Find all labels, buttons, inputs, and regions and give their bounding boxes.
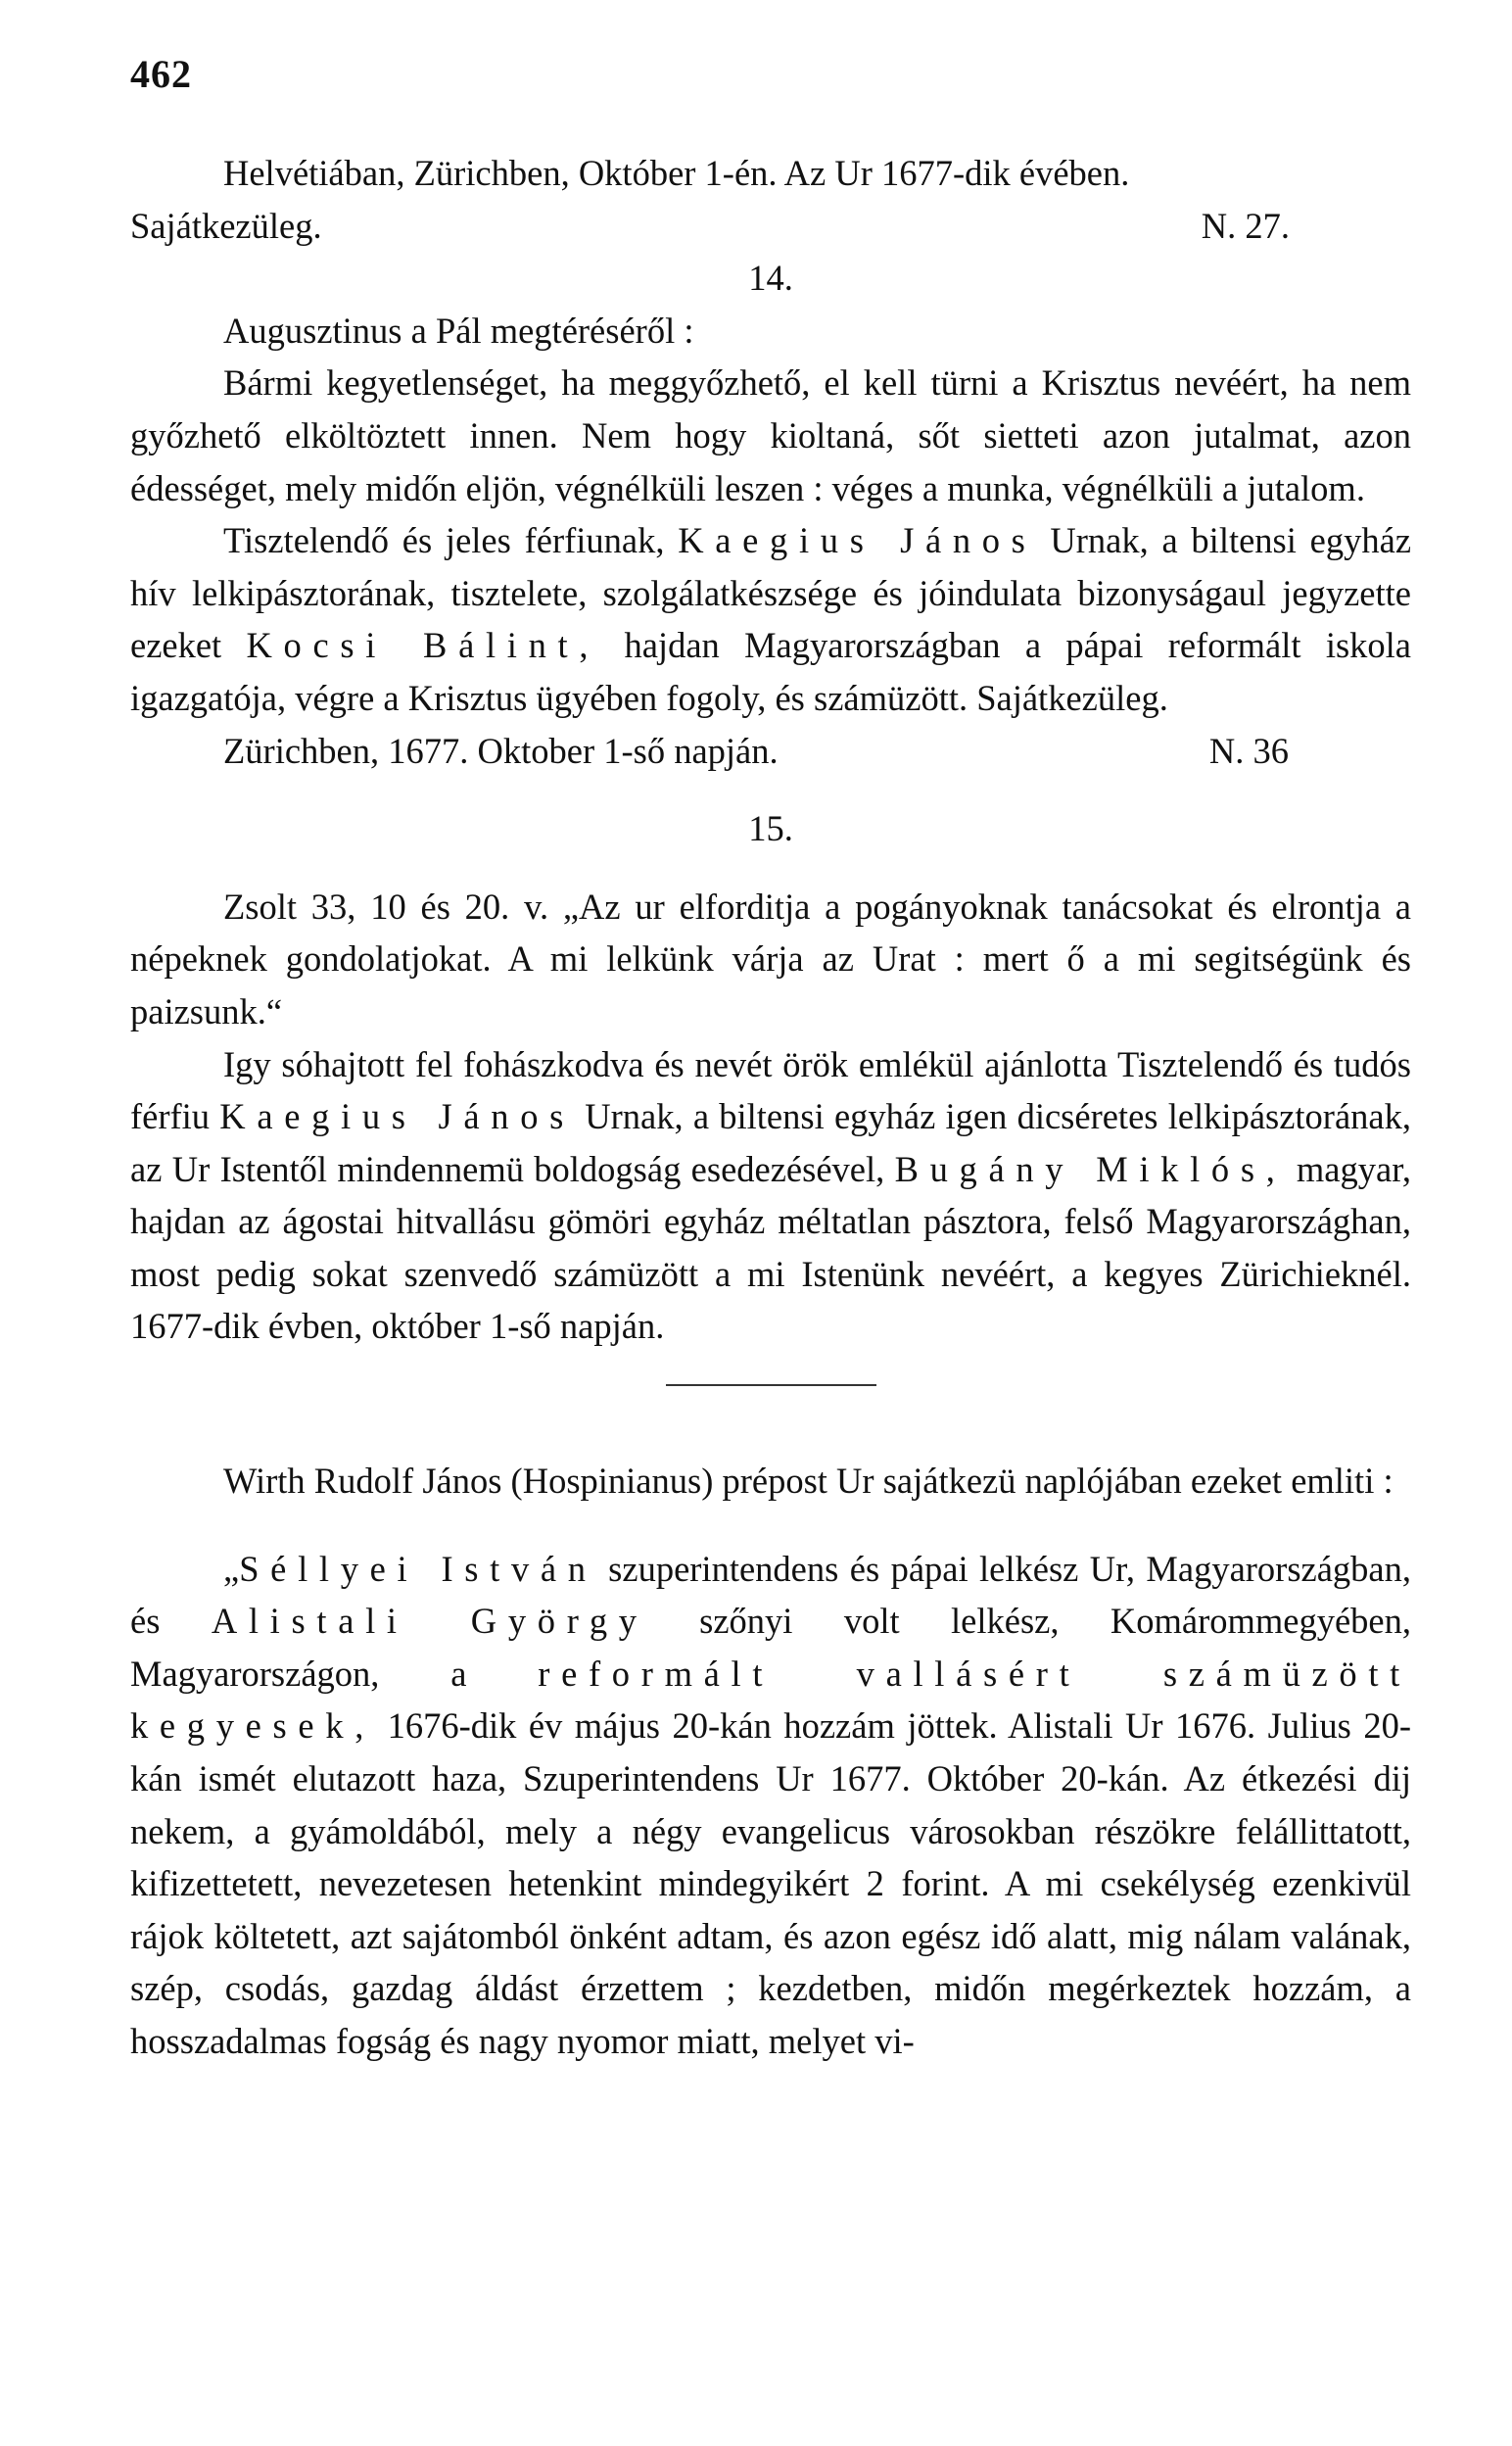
dedication-text-c: hajdan Magyarországban a pápai reformált iskola igazgatója, végre a Krisztus ügyében fogoly, és számüzött. Sajátkezüleg. [130,625,1412,718]
header-ref: N. 27. [1201,205,1290,246]
person-name: Kaegius János [219,1096,576,1137]
wirth-text-3: 1676-dik év május 20-kán hozzám jöttek. Alistali Ur 1676. Julius 20-kán ismét elutazott haza, Szuperintendens Ur 1677. Október 20-kán. Az étkezési dij nekem, a gyámoldából, mely a négy evangelicus városokban részökre felállittatott, kifizettetett, nevezetesen hetenkint mindegyikért 2 forint. A mi csekélység ezenkivül rájok költetett, azt sajátomból önként adtam, és azon egész idő alatt, mig nálam valának, szép, csodás, gazdag áldást érzettem ; kezdetben, midőn megérkeztek hozzám, a hosszadalmas fogság és nagy nyomor miatt, melyet vi- [130,1705,1412,2061]
header-line: Helvétiában, Zürichben, Október 1-én. Az Ur 1677-dik évében. [223,153,1130,193]
closing-place-date: Zürichben, 1677. Oktober 1-ső napján. [223,730,779,771]
person-name: Alistali György [211,1601,648,1642]
wirth-quote-paragraph [130,1543,1411,2068]
section-number-14: 14. [748,258,793,299]
dedication-text-b: Urnak, a biltensi egyház hív lelkipásztorának, tisztelete, szolgálatkészsége és jóindulata bizonyságaul jegyzette ezeket [130,520,1412,666]
dedication-paragraph [130,514,1411,724]
wirth-intro-paragraph: Wirth Rudolf János (Hospinianus) prépost Ur sajátkezü naplójában ezeket emliti : [223,1461,1394,1502]
section-divider [666,1384,876,1386]
dedication-text-b: Urnak, a biltensi egyház igen dicséretes lelkipásztorának, az Ur Istentől mindennemü boldogság esedezésével, [130,1096,1411,1189]
quote-paragraph: Bármi kegyetlenséget, ha meggyőzhető, el kell türni a Krisztus nevéért, ha nem győzhető elköltöztett innen. Nem hogy kioltaná, sőt sietteti azon jutalmat, azon édességet, mely midőn eljön, végnélküli leszen : véges a munka, végnélküli a jutalom. [130,362,1411,508]
spaced-emphasis: reformált vallásért számüzött kegyesek, [130,1653,1412,1747]
closing-row [130,725,1411,778]
person-name: Bugány Miklós, [894,1148,1287,1189]
page-content [130,147,1411,2068]
person-name: Kocsi Bálint, [246,625,600,666]
closing-ref: N. 36 [1208,730,1289,771]
dedication-paragraph [130,1038,1411,1354]
person-name: Séllyei István [239,1548,597,1589]
header-signature: Sajátkezüleg. [130,205,322,246]
wirth-text-2: szőnyi volt lelkész, Komárommegyében, Magyarországon, a [130,1601,1412,1694]
dedication-text-a: Igy sóhajtott fel fohászkodva és nevét örök emlékül ajánlotta Tisztelendő és tudós férfiu [130,1043,1411,1137]
quote-paragraph: Zsolt 33, 10 és 20. v. „Az ur elforditja a pogányoknak tanácsokat és elrontja a népeknek gondolatjokat. A mi lelkünk várja az Urat : mert ő a mi segitségünk és paizsunk.“ [130,886,1411,1031]
dedication-text-a: Tisztelendő és jeles férfiunak, [223,520,665,561]
dedication-text-c: magyar, hajdan az ágostai hitvallásu gömöri egyház méltatlan pásztora, felső Magyarországhan, most pedig sokat szenvedő számüzött a mi Istenünk nevéért, a kegyes Zürichieknél. 1677-dik évben, október 1-ső napján. [130,1148,1412,1347]
citation-line: Augusztinus a Pál megtéréséről : [223,310,694,351]
header-signature-row [130,200,1411,253]
section-number-15: 15. [748,808,793,849]
wirth-text-1: szuperintendens és pápai lelkész Ur, Magyarországban, és [130,1548,1412,1642]
page-number: 462 [130,52,192,96]
quote-open-mark: „ [223,1548,240,1589]
person-name: Kaegius János [678,520,1037,561]
